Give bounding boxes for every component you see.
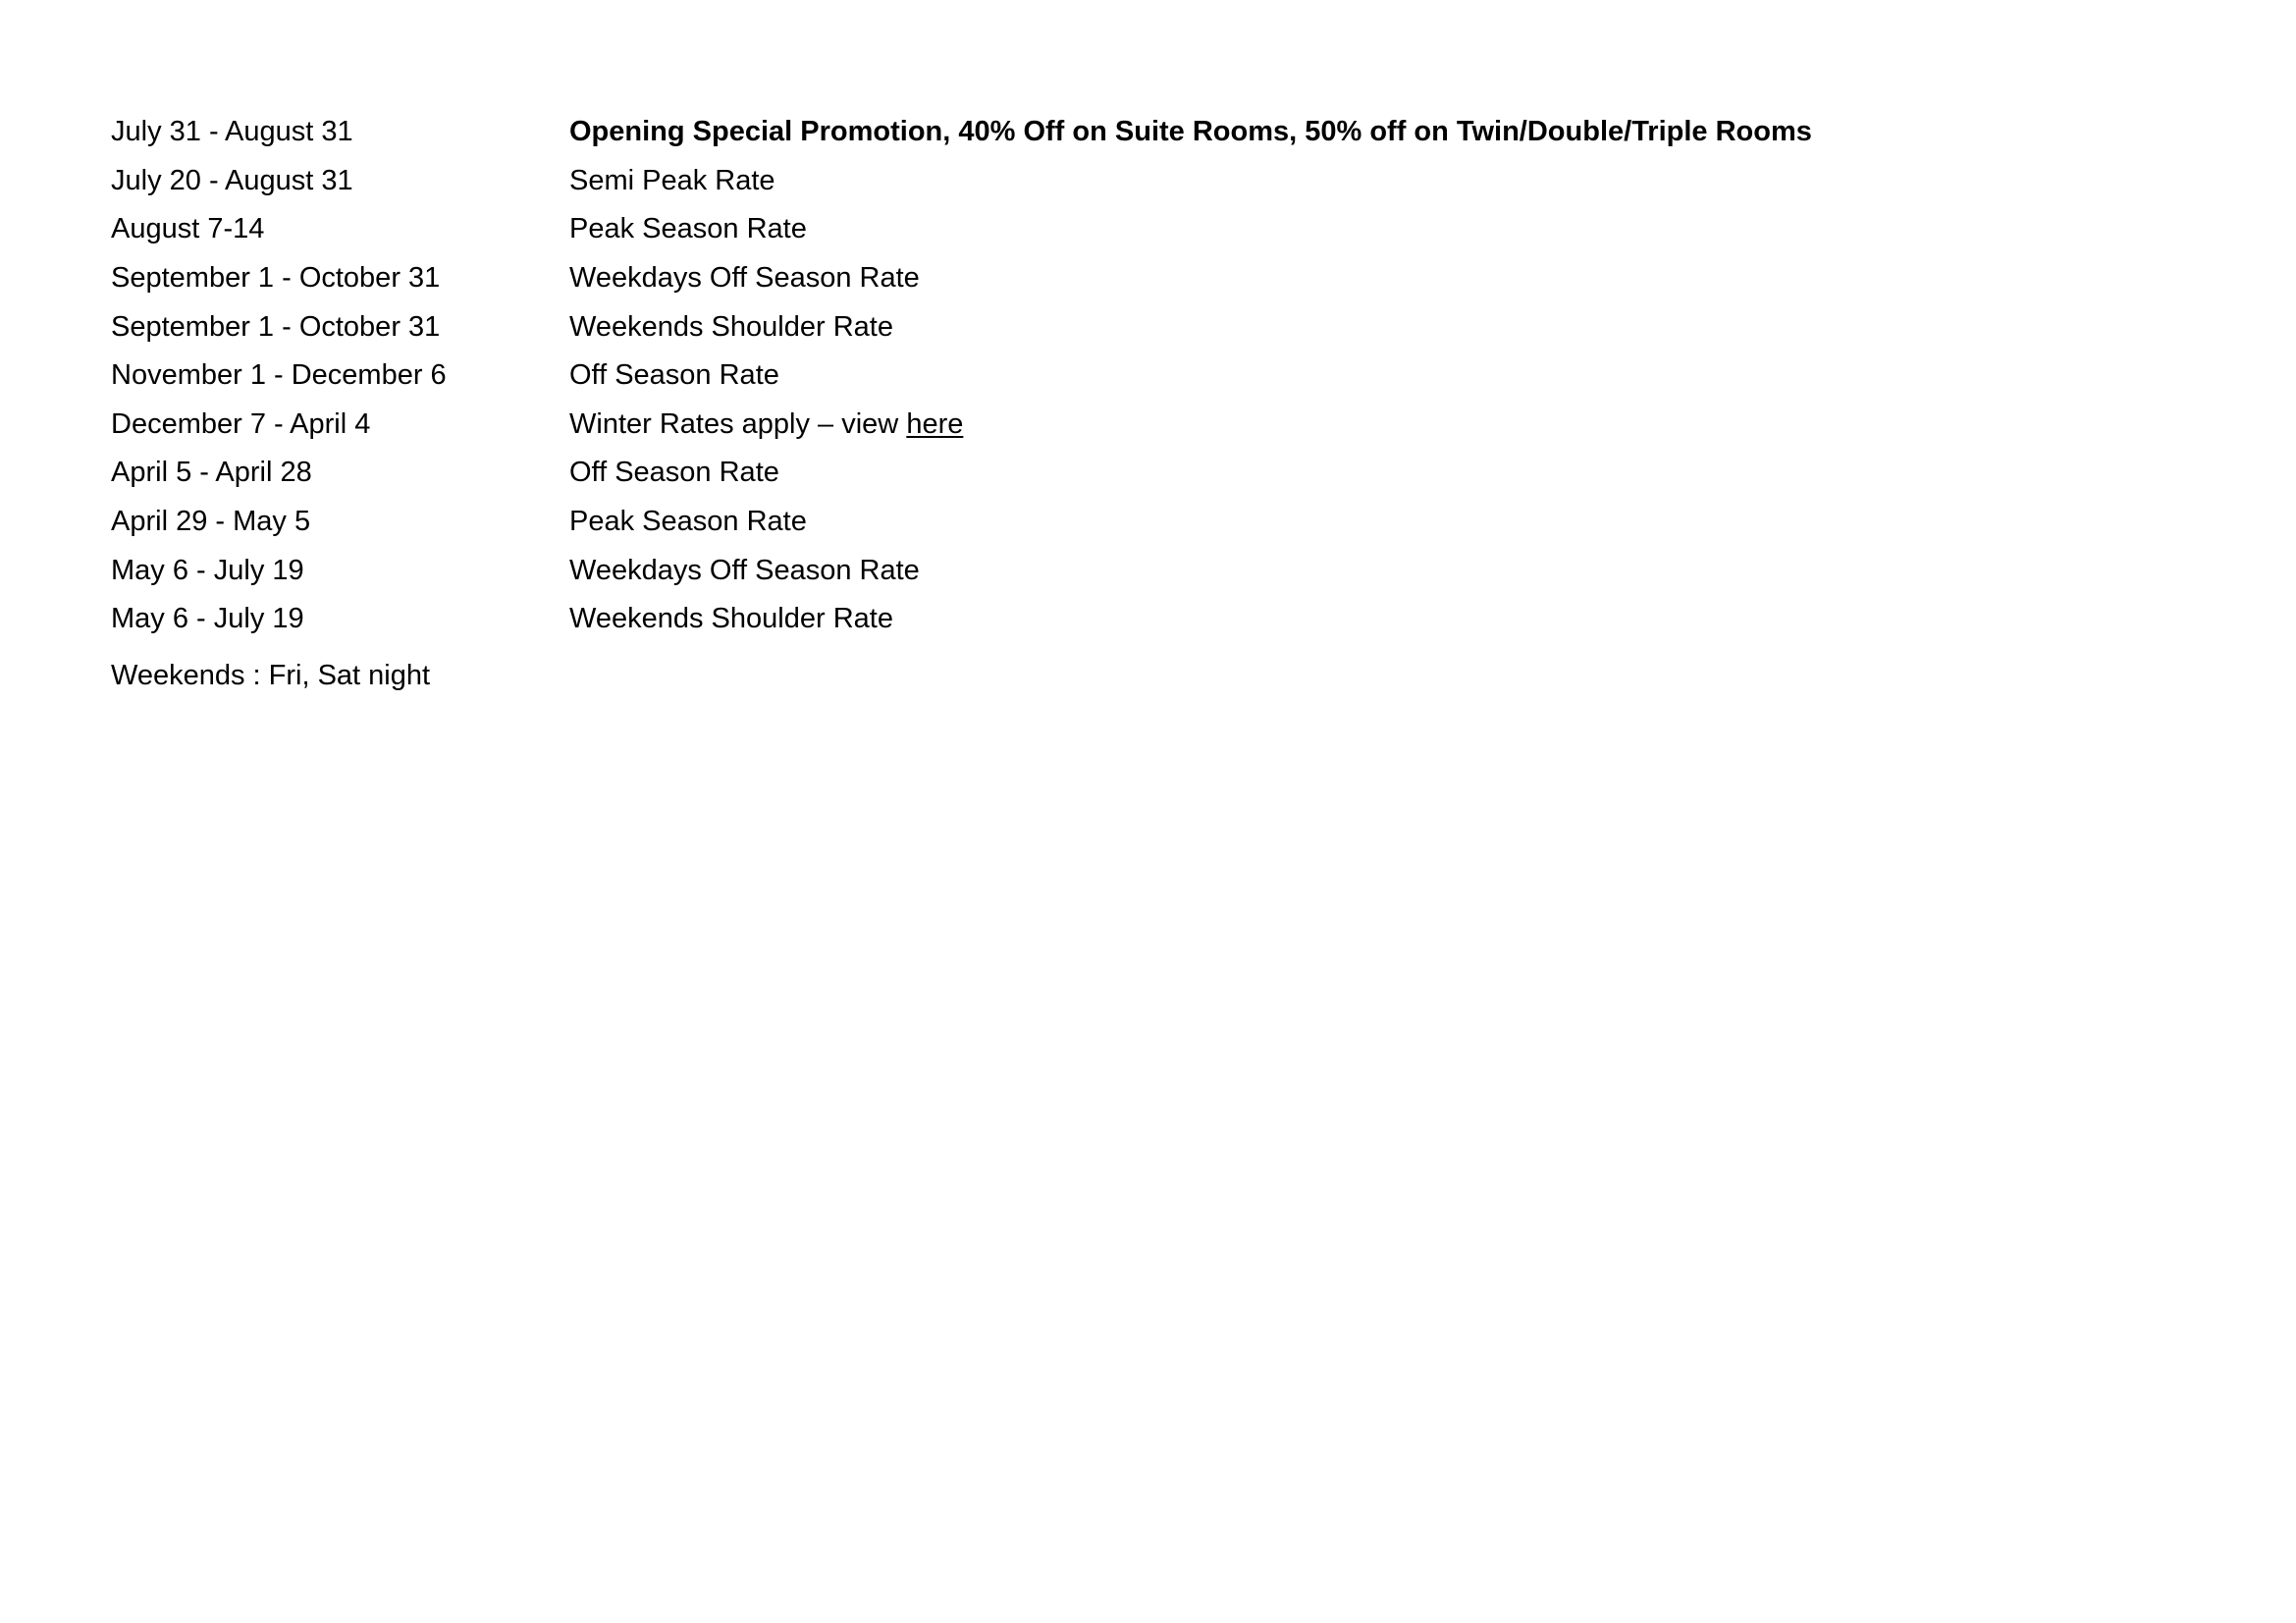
rate-dates: July 31 - August 31 <box>111 116 353 148</box>
rate-schedule <box>111 108 2172 644</box>
rate-row <box>111 254 2172 303</box>
rate-description: Semi Peak Rate <box>569 164 775 196</box>
rate-row <box>111 401 2172 450</box>
rate-description: Peak Season Rate <box>569 506 807 538</box>
rate-description: Opening Special Promotion, 40% Off on Suite Rooms, 50% off on Twin/Double/Triple Rooms <box>569 116 1812 148</box>
rate-description: Weekdays Off Season Rate <box>569 262 920 295</box>
rate-dates: November 1 - December 6 <box>111 359 447 392</box>
rate-description: Weekdays Off Season Rate <box>569 554 920 586</box>
rate-dates: April 29 - May 5 <box>111 506 311 538</box>
rate-row <box>111 302 2172 352</box>
rate-row <box>111 595 2172 644</box>
rate-dates: May 6 - July 19 <box>111 554 304 586</box>
rate-row <box>111 157 2172 206</box>
rate-description: Off Season Rate <box>569 359 779 392</box>
rate-row <box>111 205 2172 254</box>
rate-dates: May 6 - July 19 <box>111 603 304 635</box>
rate-row <box>111 449 2172 498</box>
rate-dates: December 7 - April 4 <box>111 407 371 440</box>
rate-row <box>111 108 2172 157</box>
winter-rates-here-link[interactable]: here <box>906 407 964 440</box>
rate-description: Winter Rates apply – view <box>569 407 907 440</box>
rate-dates: September 1 - October 31 <box>111 262 441 295</box>
rate-description: Off Season Rate <box>569 457 779 489</box>
rate-description: Weekends Shoulder Rate <box>569 603 893 635</box>
rate-dates: September 1 - October 31 <box>111 310 441 343</box>
rate-row <box>111 546 2172 595</box>
rate-row <box>111 352 2172 401</box>
rate-description: Peak Season Rate <box>569 213 807 245</box>
rate-description: Weekends Shoulder Rate <box>569 310 893 343</box>
rate-dates: August 7-14 <box>111 213 265 245</box>
weekends-footnote: Weekends : Fri, Sat night <box>111 660 431 691</box>
rate-description-with-link <box>569 407 2172 440</box>
rate-dates: April 5 - April 28 <box>111 457 312 489</box>
rate-dates: July 20 - August 31 <box>111 164 353 196</box>
rate-row <box>111 498 2172 547</box>
